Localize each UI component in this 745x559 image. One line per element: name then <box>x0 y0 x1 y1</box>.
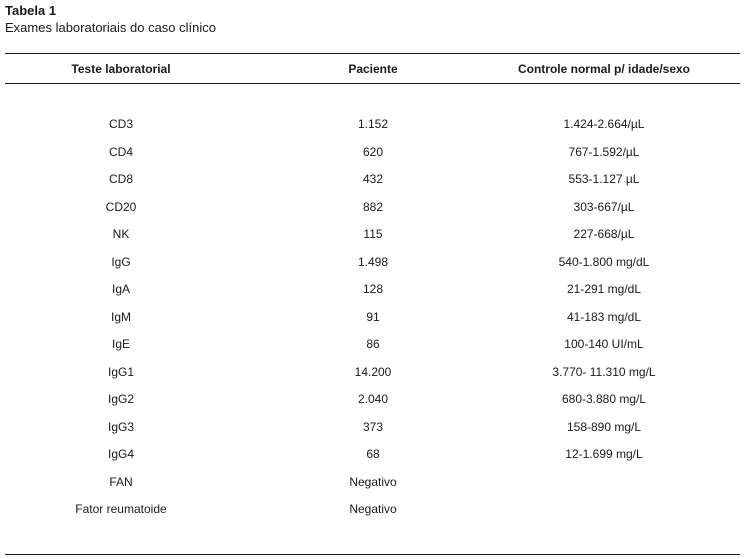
table-row <box>5 391 740 407</box>
table-row <box>5 419 740 435</box>
table-row <box>5 171 740 187</box>
cell-normal: 553-1.127 µL <box>568 172 640 186</box>
cell-patient: 1.152 <box>357 117 389 131</box>
cell-normal: 680-3.880 mg/L <box>561 392 647 406</box>
cell-patient: 68 <box>366 447 380 461</box>
cell-normal: 303-667/µL <box>573 199 635 214</box>
cell-patient: 373 <box>362 419 384 434</box>
cell-patient: Negativo <box>349 502 397 516</box>
table-header <box>5 54 740 83</box>
cell-patient: 115 <box>363 227 383 241</box>
table-row <box>5 446 740 462</box>
table-row <box>5 254 740 270</box>
cell-test: IgE <box>111 337 130 351</box>
cell-test: FAN <box>109 474 133 489</box>
cell-normal: 3.770- 11.310 mg/L <box>552 364 656 379</box>
cell-normal: 227-668/µL <box>573 227 635 241</box>
cell-test: IgG <box>111 254 131 269</box>
cell-test: CD8 <box>108 172 133 186</box>
cell-normal: 41-183 mg/dL <box>566 309 642 324</box>
header-test: Teste laboratorial <box>71 62 171 76</box>
cell-patient: 1.498 <box>357 254 389 269</box>
cell-test: CD20 <box>105 199 137 214</box>
bottom-rule <box>5 554 740 555</box>
table-row <box>5 364 740 380</box>
cell-normal: 158-890 mg/L <box>566 419 642 434</box>
cell-normal: 1.424-2.664/µL <box>563 117 645 131</box>
cell-test: CD3 <box>108 117 133 131</box>
cell-patient: 91 <box>366 309 380 324</box>
cell-normal: 540-1.800 mg/dL <box>558 254 650 269</box>
header-normal-control: Controle normal p/ idade/sexo <box>517 62 691 76</box>
cell-test: NK <box>112 227 130 241</box>
cell-test: CD4 <box>108 144 133 159</box>
cell-normal: 100-140 UI/mL <box>564 337 644 351</box>
cell-test: IgG3 <box>107 419 134 434</box>
cell-patient: 86 <box>366 337 380 351</box>
cell-patient: 432 <box>362 172 384 186</box>
cell-normal: 12-1.699 mg/L <box>565 447 643 461</box>
table-row <box>5 336 740 352</box>
table-row <box>5 474 740 490</box>
cell-patient: 620 <box>362 144 384 159</box>
table-row <box>5 144 740 160</box>
cell-test: IgG4 <box>107 447 134 461</box>
table-row <box>5 501 740 517</box>
table-body <box>5 116 740 536</box>
cell-test: Fator reumatoide <box>75 502 167 516</box>
cell-patient: 128 <box>362 282 384 296</box>
table-row <box>5 199 740 215</box>
table-subtitle: Exames laboratoriais do caso clínico <box>5 20 216 35</box>
table-row <box>5 226 740 242</box>
cell-normal: 21-291 mg/dL <box>566 282 642 296</box>
cell-test: IgG1 <box>107 364 134 379</box>
cell-patient: 2.040 <box>357 392 389 406</box>
cell-patient: 14.200 <box>354 364 392 379</box>
cell-test: IgG2 <box>107 392 134 406</box>
table-row <box>5 309 740 325</box>
header-patient: Paciente <box>348 62 398 76</box>
table-title: Tabela 1 <box>5 3 57 18</box>
cell-patient: Negativo <box>349 474 397 489</box>
table-row <box>5 116 740 132</box>
cell-patient: 882 <box>362 199 384 214</box>
cell-test: IgA <box>111 282 130 296</box>
header-rule <box>5 83 740 84</box>
cell-test: IgM <box>110 309 131 324</box>
table-row <box>5 281 740 297</box>
cell-normal: 767-1.592/µL <box>568 144 640 159</box>
